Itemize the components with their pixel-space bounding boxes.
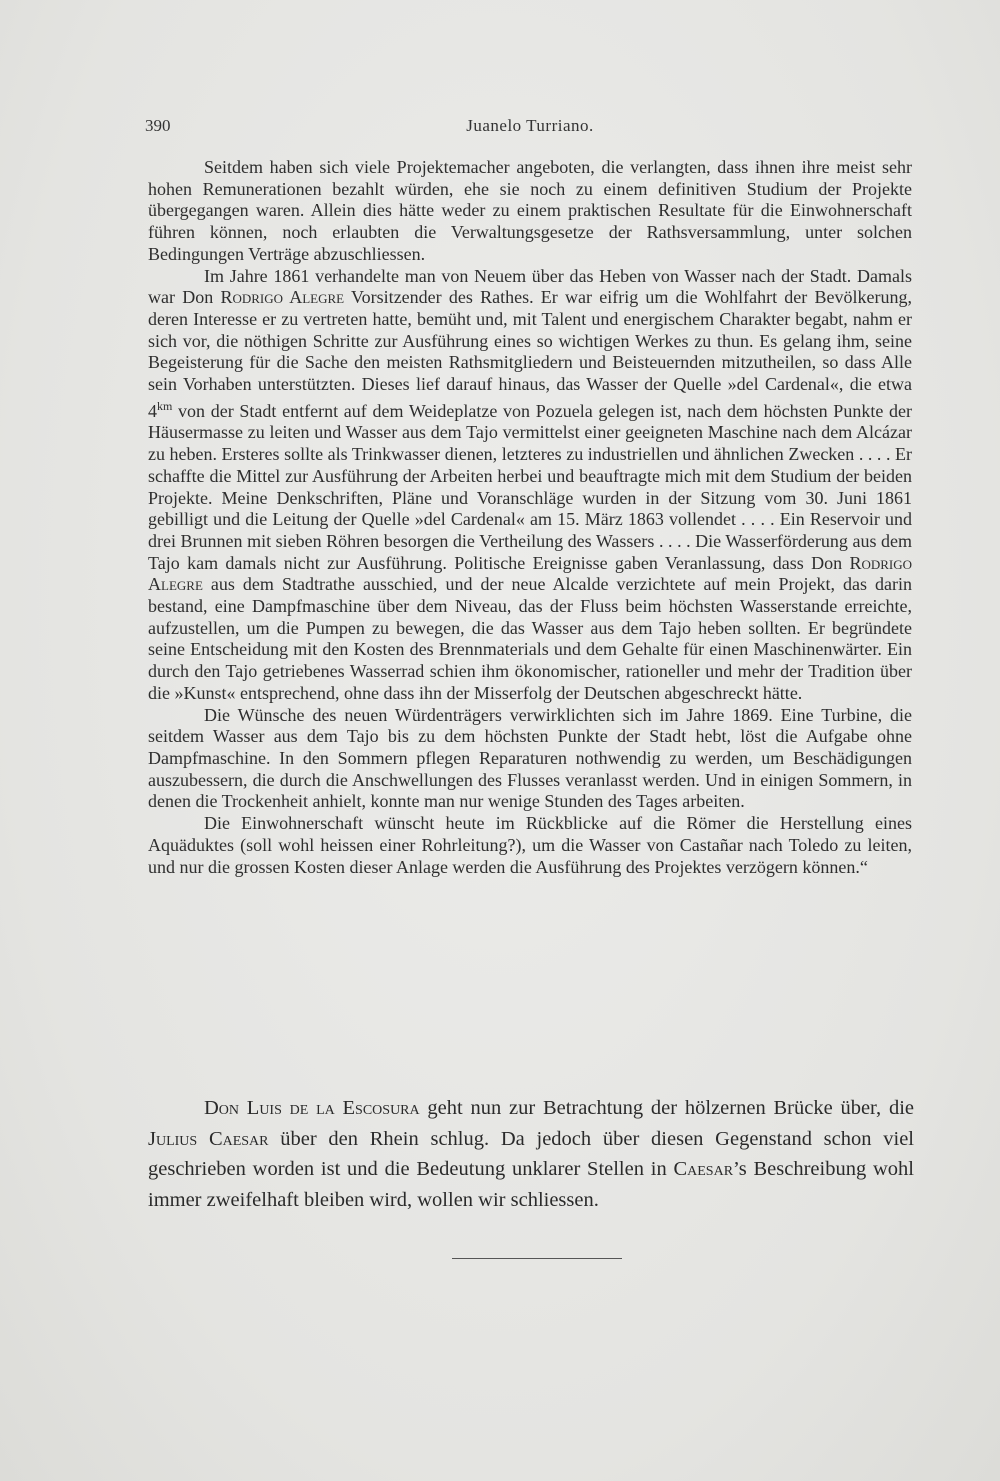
paragraph-2-text-d: von der Stadt entfernt auf dem Weideplatze von Pozuela gelegen ist, nach dem höchsten Punkte der Häusermasse zu leiten und Wasser aus dem Tajo vermittelst einer geeigneten Maschine nach dem Alcázar zu heben. Ersteres sollte als Trinkwasser dienen, letzteres zu industriellen und ähnlichen Zwecken . . . . Er schaffte die Mittel zur Ausführung der Arbeiten herbei und beauftragte mich mit dem Studium der beiden Projekte. Meine Denkschriften, Pläne und Voranschläge wurden in der Sitzung vom 30. Juni 1861 gebilligt und die Leitung der Quelle »del Cardenal« am 15. März 1863 vollendet . . . . Ein Reservoir und drei Brunnen mit sieben Röhren besorgen die Vertheilung des Wassers . . . . Die Wasserförderung aus dem Tajo kam damals nicht zur Ausführung. Politische Ereignisse gaben Veranlassung, dass Don	[148, 400, 912, 573]
closing-text-3: ’s Beschreibung wohl immer zweifelhaft bleiben wird, wollen wir schliessen.	[148, 1158, 914, 1211]
paragraph-2-text-a: Im Jahre 1861 verhandelte man von Neuem über das Heben von Wasser nach der Stadt. Damals war Don	[148, 265, 912, 308]
paragraph-2-text-f: aus dem Stadtrathe ausschied, und der neue Alcalde verzichtete auf mein Projekt, das darin bestand, eine Dampfmaschine über dem Niveau, das der Fluss beim höchsten Wasserstande erreichte, aufzustellen, um die Pumpen zu bewegen, die das Wasser aus dem Tajo heben sollten. Er begründete seine Entscheidung mit den Kosten des Brennmaterials und dem Gehalte für einen Maschinenwärter. Ein durch den Tajo getriebenes Wasserrad schien ihm ökonomischer, rationeller und mehr der Tradition über die »Kunst« entsprechend, ohne dass ihn der Misserfolg der Deutschen abgeschreckt hätte.	[148, 574, 912, 703]
closing-text-2: über den Rhein schlug. Da jedoch über diesen Gegenstand schon viel geschrieben worden ist und die Bedeutung unklarer Stellen in	[148, 1127, 914, 1180]
unit-km-superscript: km	[157, 398, 173, 413]
person-name-julius-caesar: Julius Caesar	[148, 1127, 269, 1150]
person-name-escosura: Don Luis de la Escosura	[204, 1097, 420, 1119]
page-header	[145, 116, 915, 140]
paragraph-4: Die Einwohnerschaft wünscht heute im Rückblicke auf die Römer die Herstellung eines Aquäduktes (soll wohl heissen einer Rohrleitung?), um die Wasser von Castañar nach Toledo zu leiten, und nur die grossen Kosten dieser Anlage werden die Ausführung des Projektes verzögern können.“	[148, 813, 912, 877]
person-name-caesar: Caesar	[673, 1158, 734, 1180]
running-title: Juanelo Turriano.	[466, 116, 594, 135]
quoted-report	[148, 157, 912, 878]
closing-text	[148, 1093, 914, 1215]
paragraph-2	[148, 266, 912, 705]
closing-paragraph	[148, 1093, 914, 1215]
person-name-rodrigo-alegre-2: Rodrigo Alegre	[148, 552, 912, 595]
paragraph-2-text-c: Vorsitzender des Rathes. Er war eifrig um die Wohlfahrt der Bevölkerung, deren Interesse er zu vertreten hatte, bemüht und, mit Talent und energischem Charakter begabt, nahm er sich vor, die nöthigen Schritte zur Ausführung eines so wichtigen Werkes zu thun. Es gelang ihm, seine Begeisterung für die Sache den meisten Rathsmitgliedern und Beisteuernden mitzutheilen, so dass Alle sein Vorhaben unterstützten. Dieses lief darauf hinaus, das Wasser der Quelle »del Cardenal«, die etwa 4	[148, 287, 912, 421]
section-end-rule	[452, 1258, 622, 1259]
page-number: 390	[145, 116, 171, 135]
person-name-rodrigo-alegre: Rodrigo Alegre	[220, 287, 345, 308]
paragraph-1: Seitdem haben sich viele Projektemacher angeboten, die verlangten, dass ihnen ihre meist sehr hohen Remunerationen bezahlt würden, ehe sie noch zu einem definitiven Studium der Projekte übergegangen waren. Allein dies hätte weder zu einem praktischen Resultate für die Einwohnerschaft führen können, noch erlaubten die Verwaltungsgesetze der Rathsversammlung, unter solchen Bedingungen Verträge abzuschliessen.	[148, 157, 912, 264]
closing-text-1: geht nun zur Betrachtung der hölzernen Brücke über, die	[419, 1097, 914, 1119]
paragraph-3: Die Wünsche des neuen Würdenträgers verwirklichten sich im Jahre 1869. Eine Turbine, die seitdem Wasser aus dem Tajo bis zu dem höchsten Punkte der Stadt hebt, löst die Aufgabe ohne Dampfmaschine. In den Sommern pflegen Reparaturen nothwendig zu werden, um Beschädigungen auszubessern, die durch die Anschwellungen des Flusses veranlasst werden. Und in einigen Sommern, in denen die Trockenheit anhielt, konnte man nur wenige Stunden des Tages arbeiten.	[148, 704, 912, 812]
